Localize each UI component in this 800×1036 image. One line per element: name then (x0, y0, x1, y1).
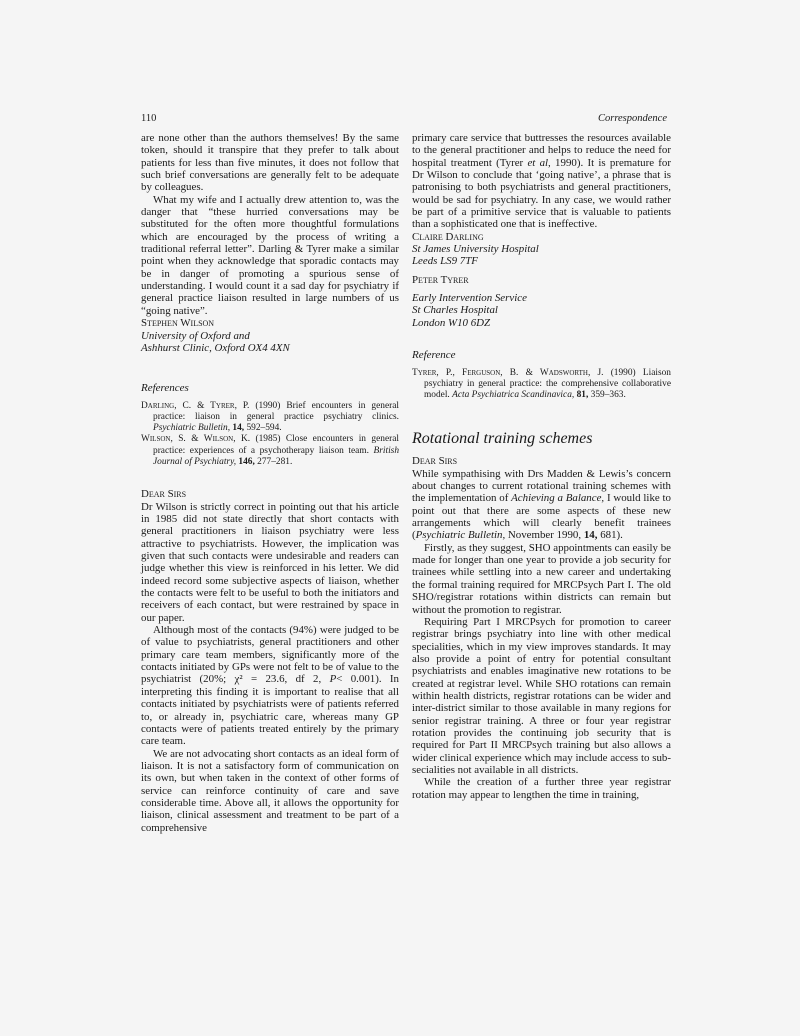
ref-pages: 359–363. (590, 390, 626, 401)
paragraph: Firstly, as they suggest, SHO appointments can easily be made for longer than one year to provide a job security for trainees while settling into a new career and undertaking the formal training required for MRCPsych Part I. The old SHO/registrar rotations within districts can remain but without the promotion to registrar. (412, 541, 671, 616)
author-address: St James University Hospital (412, 243, 539, 256)
signature-peter-tyrer: Peter Tyrer (412, 273, 469, 286)
paragraph: primary care service that buttresses the resources available to the general practitioner and helps to reduce the need for hospital treatment (Tyrer et al, 1990). It is premature for Dr Wilson to conclude that ‘going native’, a phrase that is patronising to both psychiatrists and general practitioners, would be sad for psychiatry. In any case, we would rather be part of a primitive service that is valuable to patients than a sophisticated one that is ineffective. (412, 132, 671, 231)
ref-volume: 81, (576, 390, 589, 401)
ref-pages: 592–594. (246, 423, 282, 434)
ref-volume: 14, (232, 423, 245, 434)
signature-stephen-wilson: Stephen Wilson (141, 317, 215, 330)
author-address: St Charles Hospital (412, 304, 498, 317)
ref-authors: Tyrer, P., Ferguson, B. & Wadsworth, J. (412, 367, 604, 378)
author-address: University of Oxford and (141, 329, 250, 342)
reference-item (412, 368, 671, 402)
ref-title: (1990) Brief encounters in general practice: liaison in general practice psychiatry clinics. (153, 400, 399, 422)
author-address: Leeds LS9 7TF (412, 255, 478, 268)
ref-journal: British Journal of Psychiatry, (153, 445, 400, 468)
paragraph: While sympathising with Drs Madden & Lewis’s concern about changes to current rotational training schemes with the implementation of Achieving a Balance, I would like to point out that there are some aspects of these new arrangements which will clearly benefit trainees (Psychiatric Bulletin, November 1990, 14, 681). (412, 467, 672, 542)
reference-item (141, 434, 399, 468)
paragraph: Dr Wilson is strictly correct in pointing out that his article in 1985 did not state directly that short contacts with general practitioners in liaison psychiatry were less attractive to psychiatrists. However, the implication was given that such contacts were undesirable and readers can judge whether this view is reinforced in his letter. We did indeed record some subjective aspects of liaison, whether the contacts were felt to be useful to both the initiators and receivers of each contact, but were restrained by space in our paper. (141, 500, 399, 624)
right-column (412, 132, 671, 801)
references-heading: References (141, 382, 189, 395)
page-number: 110 (141, 113, 157, 124)
section-title: Rotational training schemes (412, 430, 593, 448)
left-column (141, 132, 399, 834)
paragraph: While the creation of a further three year registrar rotation may appear to lengthen the time in training, (412, 776, 671, 801)
author-address: London W10 6DZ (412, 316, 491, 329)
salutation: Dear Sirs (412, 455, 458, 468)
ref-title: (1990) Liaison psychiatry in general practice: the comprehensive collaborative model. (424, 367, 671, 401)
ref-authors: Wilson, S. & Wilson, K. (141, 434, 251, 445)
ref-pages: 277–281. (257, 457, 293, 468)
author-address: Ashhurst Clinic, Oxford OX4 4XN (141, 341, 290, 354)
ref-authors: Darling, C. & Tyrer, P. (141, 400, 250, 411)
reference-item (141, 401, 399, 435)
salutation: Dear Sirs (141, 488, 187, 501)
ref-title: (1985) Close encounters in general practice: experiences of a psychotherapy liaison team. (153, 434, 400, 456)
author-address: Early Intervention Service (412, 292, 527, 305)
reference-heading: Reference (412, 349, 456, 362)
ref-journal: Acta Psychiatrica Scandinavica, (452, 390, 575, 401)
paragraph: What my wife and I actually drew attention to, was the danger that “these hurried conversations may be substituted for the often more thoughtful formulations which are encouraged by the process of writing a traditional referral letter”. Darling & Tyrer make a similar point when they acknowledge that sporadic contacts may be in danger of promoting a spurious sense of understanding. I would count it a sad day for psychiatry if general practice liaison resulted in large numbers of us “going native”. (141, 193, 399, 317)
ref-volume: 146, (238, 457, 255, 468)
paragraph: Although most of the contacts (94%) were judged to be of value to psychiatrists, general practitioners and other primary care team members, significantly more of the contacts initiated by GPs were not felt to be of value to the psychiatrist (20%; χ² = 23.6, df 2, P< 0.001). In interpreting this finding it is important to realise that all contacts initiated by psychiatrists were of patients referred to, or already in, psychiatric care, whereas many GP contacts were of patients treated entirely by the primary care team. (141, 624, 399, 748)
ref-journal: Psychiatric Bulletin, (153, 423, 231, 434)
paragraph: are none other than the authors themselves! By the same token, should it transpire that they prefer to talk about patients for less than five minutes, it does not follow that such brief conversations are generally felt to be adequate by colleagues. (141, 132, 399, 194)
paragraph: Requiring Part I MRCPsych for promotion to career registrar brings psychiatry into line with other medical specialities, which in my view improves standards. It may also provide a point of entry for potential consultant psychiatrists and enables imaginative new rotations to be created at registrar level. While SHO rotations can remain within health districts, registrar rotations can be wider and inter-district similar to those available in many regions for senior registrar training. A three or four year registrar rotation provides the continuing job security that is required for Part II MRCPsych training but also allows a wider clinical experience which may include access to sub-secialities not available in all districts. (412, 615, 671, 776)
signature-claire-darling: Claire Darling (412, 230, 484, 243)
paragraph: We are not advocating short contacts as an ideal form of liaison. It is not a satisfactory form of communication on its own, but when taken in the context of other forms of service can reinforce continuity of care and save considerable time. Above all, it allows the opportunity for liaison, clinical assessment and treatment to be part of a comprehensive (141, 747, 399, 834)
running-title: Correspondence (597, 113, 667, 124)
